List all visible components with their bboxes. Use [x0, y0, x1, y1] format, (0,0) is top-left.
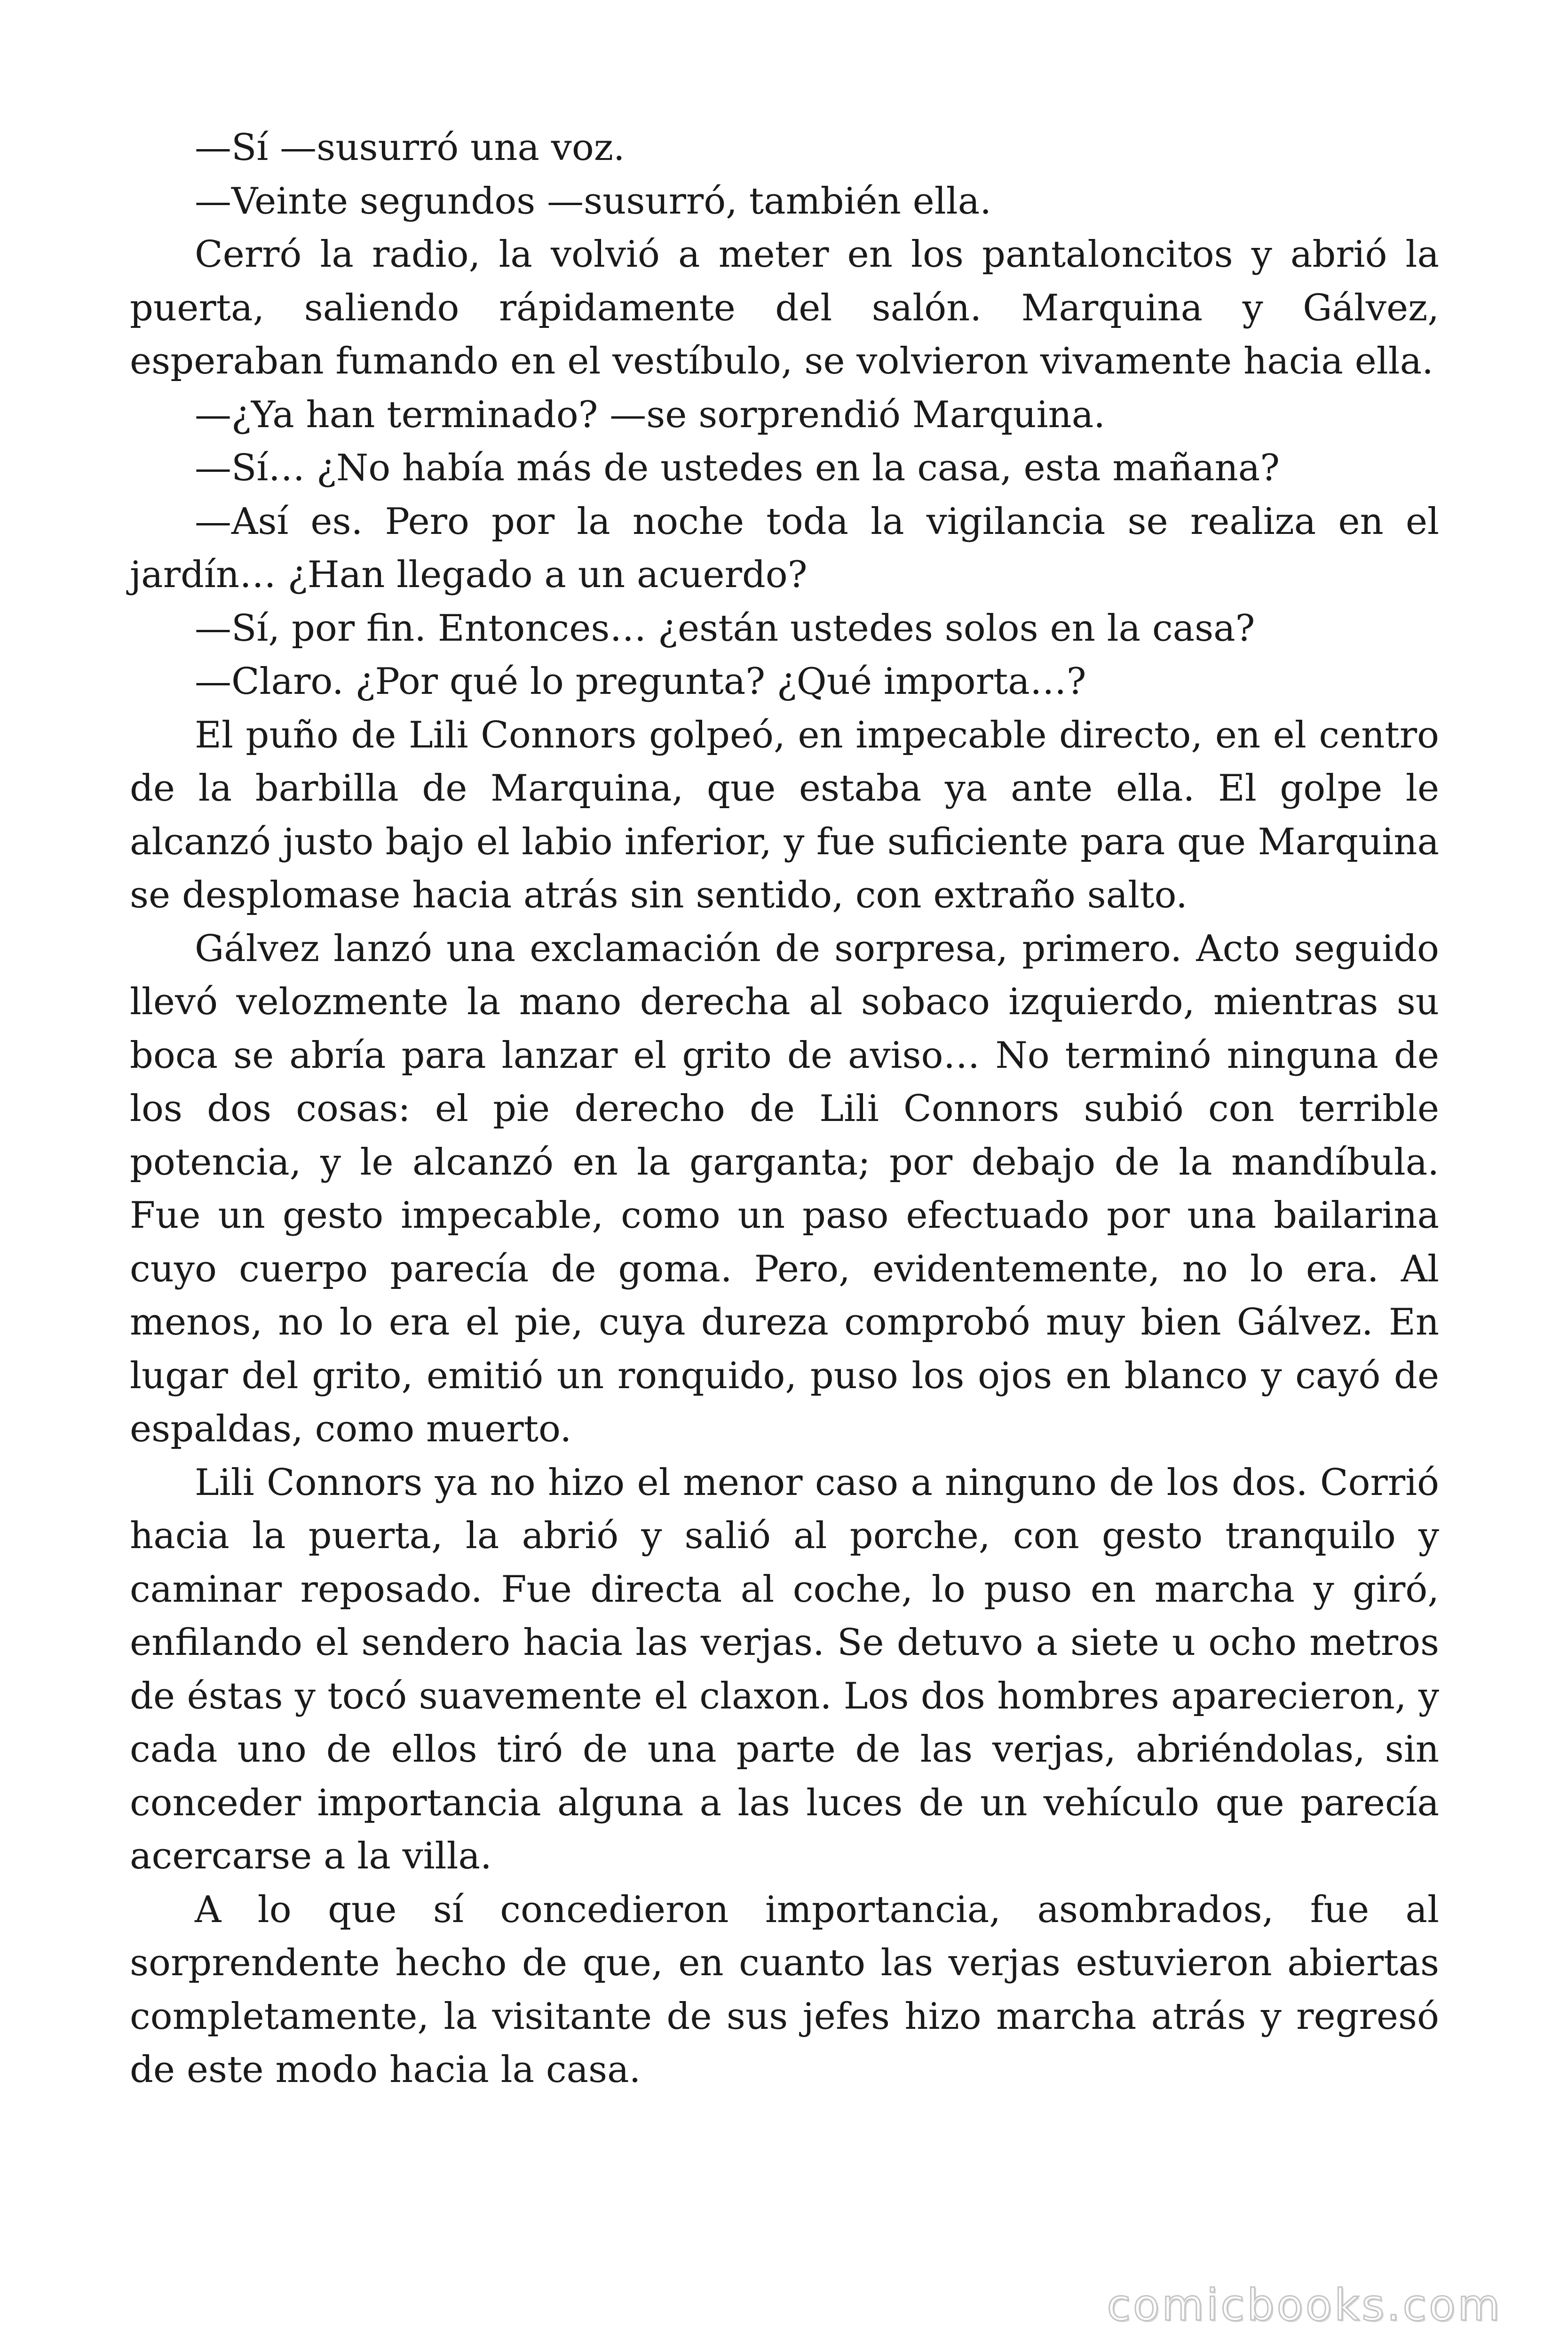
paragraph: El puño de Lili Connors golpeó, en impecable directo, en el centro de la barbilla de Marquina, que estaba ya ante ella. El golpe le alcanzó justo bajo el labio inferior, y fue suficiente para que Marquina se desplomase hacia atrás sin sentido, con extraño salto.	[130, 714, 1439, 916]
paragraph: A lo que sí concedieron importancia, asombrados, fue al sorprendente hecho de que, en cuanto las verjas estuvieron abiertas completamente, la visitante de sus jefes hizo marcha atrás y regresó de este modo hacia la casa.	[130, 1888, 1439, 2091]
paragraph: —Sí, por fin. Entonces… ¿están ustedes solos en la casa?	[195, 607, 1255, 650]
paragraph: —Sí… ¿No había más de ustedes en la casa, esta mañana?	[195, 447, 1280, 489]
paragraph: —Sí —susurró una voz.	[195, 127, 625, 169]
watermark: comicbooks.com	[1107, 2280, 1502, 2330]
paragraph: —Veinte segundos —susurró, también ella.	[195, 180, 991, 222]
paragraph: —Así es. Pero por la noche toda la vigilancia se realiza en el jardín… ¿Han llegado a un acuerdo?	[130, 500, 1439, 596]
body-text	[130, 121, 1439, 2097]
paragraph: Gálvez lanzó una exclamación de sorpresa, primero. Acto seguido llevó velozmente la mano derecha al sobaco izquierdo, mientras su boca se abría para lanzar el grito de aviso… No terminó ninguna de los dos cosas: el pie derecho de Lili Connors subió con terrible potencia, y le alcanzó en la garganta; por debajo de la mandíbula. Fue un gesto impecable, como un paso efectuado por una bailarina cuyo cuerpo parecía de goma. Pero, evidentemente, no lo era. Al menos, no lo era el pie, cuya dureza comprobó muy bien Gálvez. En lugar del grito, emitió un ronquido, puso los ojos en blanco y cayó de espaldas, como muerto.	[130, 927, 1439, 1450]
paragraph: —Claro. ¿Por qué lo pregunta? ¿Qué importa…?	[195, 660, 1086, 703]
paragraph: —¿Ya han terminado? —se sorprendió Marquina.	[195, 393, 1106, 436]
paragraph: Cerró la radio, la volvió a meter en los pantaloncitos y abrió la puerta, saliendo rápidamente del salón. Marquina y Gálvez, esperaban fumando en el vestíbulo, se volvieron vivamente hacia ella.	[130, 233, 1439, 382]
paragraph: Lili Connors ya no hizo el menor caso a ninguno de los dos. Corrió hacia la puerta, la abrió y salió al porche, con gesto tranquilo y caminar reposado. Fue directa al coche, lo puso en marcha y giró, enfilando el sendero hacia las verjas. Se detuvo a siete u ocho metros de éstas y tocó suavemente el claxon. Los dos hombres aparecieron, y cada uno de ellos tiró de una parte de las verjas, abriéndolas, sin conceder importancia alguna a las luces de un vehículo que parecía acercarse a la villa.	[130, 1461, 1439, 1877]
